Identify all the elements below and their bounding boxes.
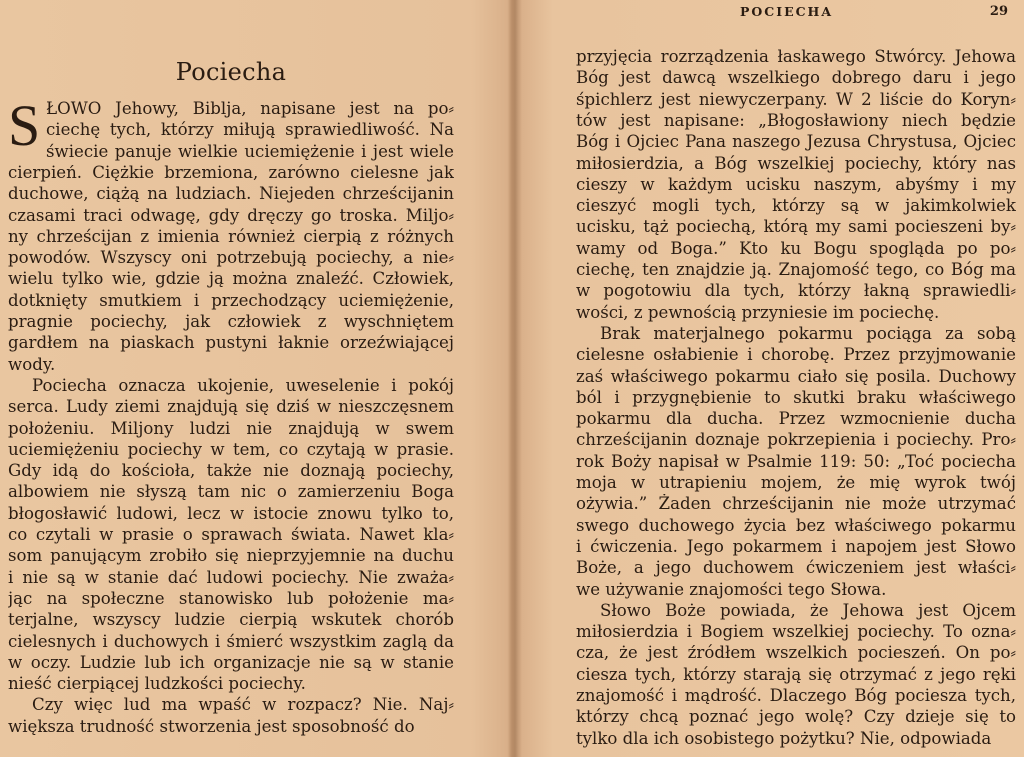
- text-line: ból i przygnębienie to skutki braku właściwego: [576, 387, 1016, 407]
- text-line: co czytali w prasie o sprawach świata. Nawet kla⸗: [8, 525, 454, 544]
- right-page: [576, 0, 1016, 757]
- text-line: Brak materjalnego pokarmu pociąga za sobą: [600, 323, 1016, 343]
- text-line: cielesne osłabienie i chorobę. Przez przyjmowanie: [576, 345, 1016, 365]
- text-line: cieszyć mogli tych, którzy są w jakimkolwiek: [576, 196, 1016, 216]
- text-line: Pociecha oznacza ukojenie, uweselenie i pokój: [32, 375, 454, 395]
- text-line: chrześcijanin doznaje pokrzepienia i pociechy. Pro⸗: [576, 430, 1016, 450]
- text-line: cielesnych i duchowych i śmierć wszystkim zaglą da: [8, 631, 454, 651]
- text-line: we używanie znajomości tego Słowa.: [576, 579, 887, 599]
- left-page: [8, 0, 454, 757]
- text-line: cza, że jest źródłem wszelkich pocieszeń. On po⸗: [576, 643, 1016, 663]
- text-line: swego duchowego życia bez właściwego pokarmu: [576, 515, 1016, 535]
- text-line: i nie są w stanie dać ludowi pociechy. Nie zważa⸗: [8, 567, 454, 587]
- text-line: dotknięty smutkiem i przechodzący uciemiężenie,: [8, 290, 454, 310]
- text-line: i ćwiczenia. Jego pokarmem i napojem jest Słowo: [576, 536, 1016, 556]
- text-line: tylko dla ich osobistego pożytku? Nie, odpowiada: [576, 728, 992, 748]
- text-line: Bóg i Ojciec Pana naszego Jezusa Chrystusa, Ojciec: [576, 132, 1016, 152]
- text-line: moja w utrapieniu mojem, że mię wyrok twój: [576, 473, 1016, 492]
- text-line: przyjęcia rozrządzenia łaskawego Stwórcy. Jehowa: [576, 47, 1016, 66]
- text-line: w oczy. Ludzie lub ich organizacje nie są w stanie: [8, 652, 454, 672]
- text-line: jąc na społeczne stanowisko lub położenie ma⸗: [8, 588, 454, 608]
- text-line: ucisku, tąż pociechą, którą my sami pocieszeni by⸗: [576, 217, 1016, 237]
- text-line: powodów. Wszyscy oni potrzebują pociechy, a nie⸗: [8, 248, 454, 268]
- text-line: ciechę tych, którzy miłują sprawiedliwość. Na: [46, 120, 454, 140]
- text-line: Słowo Boże powiada, że Jehowa jest Ojcem: [600, 600, 1016, 620]
- text-line: terjalne, wszyscy ludzie cierpią wskutek chorób: [8, 610, 454, 630]
- text-line: którzy chcą poznać jego wolę? Czy dzieje się to: [576, 707, 1016, 727]
- text-line: świecie panuje wielkie uciemiężenie i jest wiele: [46, 141, 454, 161]
- text-line: Boże, a jego duchowem ćwiczeniem jest właści⸗: [576, 558, 1016, 578]
- text-line: duchowe, ciążą na ludziach. Niejeden chrześcijanin: [8, 184, 454, 204]
- text-line: Gdy idą do kościoła, także nie doznają pociechy,: [8, 461, 454, 481]
- running-title: POCIECHA: [740, 4, 834, 19]
- text-line: ożywia.” Żaden chrześcijanin nie może utrzymać: [576, 494, 1016, 514]
- text-line: cierpień. Ciężkie brzemiona, zarówno cielesne jak: [8, 162, 454, 182]
- text-line: błogosławić ludowi, lecz w istocie znowu tylko to,: [8, 503, 454, 523]
- text-line: miłosierdzia i Bogiem wszelkiej pociechy. To ozna⸗: [576, 622, 1016, 642]
- text-line: znajomość i mądrość. Dlaczego Bóg pociesza tych,: [576, 686, 1016, 705]
- text-line: wielu tylko wie, gdzie ją można znaleźć. Człowiek,: [8, 269, 454, 289]
- text-line: ny chrześcijan z imienia również cierpią z różnych: [8, 226, 454, 246]
- text-line: serca. Ludy ziemi znajdują się dziś w nieszczęsnem: [8, 397, 454, 417]
- text-line: ŁOWO Jehowy, Biblja, napisane jest na po⸗: [46, 99, 454, 118]
- text-line: położeniu. Miljony ludzi nie znajdują w swem: [8, 418, 454, 438]
- text-line: som panującym zrobiło się nieprzyjemnie na duchu: [8, 546, 454, 566]
- text-line: pokarmu dla ducha. Przez wzmocnienie ducha: [576, 409, 1016, 429]
- text-line: pragnie pociechy, jak człowiek z wyschniętem: [8, 312, 454, 331]
- text-line: większa trudność stworzenia jest sposobność do: [8, 716, 415, 736]
- text-line: nieść cierpiącej ludzkości pociechy.: [8, 674, 306, 694]
- text-line: wości, z pewnością przyniesie im pociechę.: [576, 302, 940, 322]
- text-line: w pogotowiu dla tych, którzy łakną sprawiedli⸗: [576, 281, 1016, 301]
- text-line: rok Boży napisał w Psalmie 119: 50: „Toć pociecha: [576, 451, 1016, 471]
- text-line: tów jest napisane: „Błogosławiony niech będzie: [576, 110, 1016, 130]
- text-line: ciechę, ten znajdzie ją. Znajomość tego, co Bóg ma: [576, 260, 1016, 279]
- text-line: śpichlerz jest niewyczerpany. W 2 liście do Koryn⸗: [576, 89, 1016, 109]
- page-number: 29: [989, 4, 1008, 19]
- book-gutter: [508, 0, 522, 757]
- text-line: wody.: [8, 354, 56, 374]
- text-line: cieszy w każdym ucisku naszym, abyśmy i my: [576, 174, 1016, 194]
- text-line: Bóg jest dawcą wszelkiego dobrego daru i jego: [576, 68, 1016, 88]
- text-line: uciemiężeniu pociechy w tem, co czytają w prasie.: [8, 439, 454, 459]
- chapter-title: Pociecha: [175, 58, 287, 86]
- text-line: wamy od Boga.” Kto ku Bogu spogląda po po⸗: [576, 238, 1016, 258]
- text-line: albowiem nie słyszą tam nic o zamierzeniu Boga: [8, 482, 454, 502]
- text-line: czasami traci odwagę, gdy dręczy go troska. Miljo⸗: [8, 205, 454, 225]
- text-line: miłosierdzia, a Bóg wszelkiej pociechy, który nas: [576, 153, 1016, 173]
- drop-cap: S: [8, 93, 41, 158]
- text-line: ciesza tych, którzy starają się otrzymać z jego ręki: [576, 664, 1016, 684]
- text-line: Czy więc lud ma wpaść w rozpacz? Nie. Naj⸗: [32, 695, 454, 715]
- text-line: gardłem na piaskach pustyni łaknie orzeźwiającej: [8, 333, 454, 353]
- text-line: zaś właściwego pokarmu ciało się posila. Duchowy: [576, 366, 1016, 386]
